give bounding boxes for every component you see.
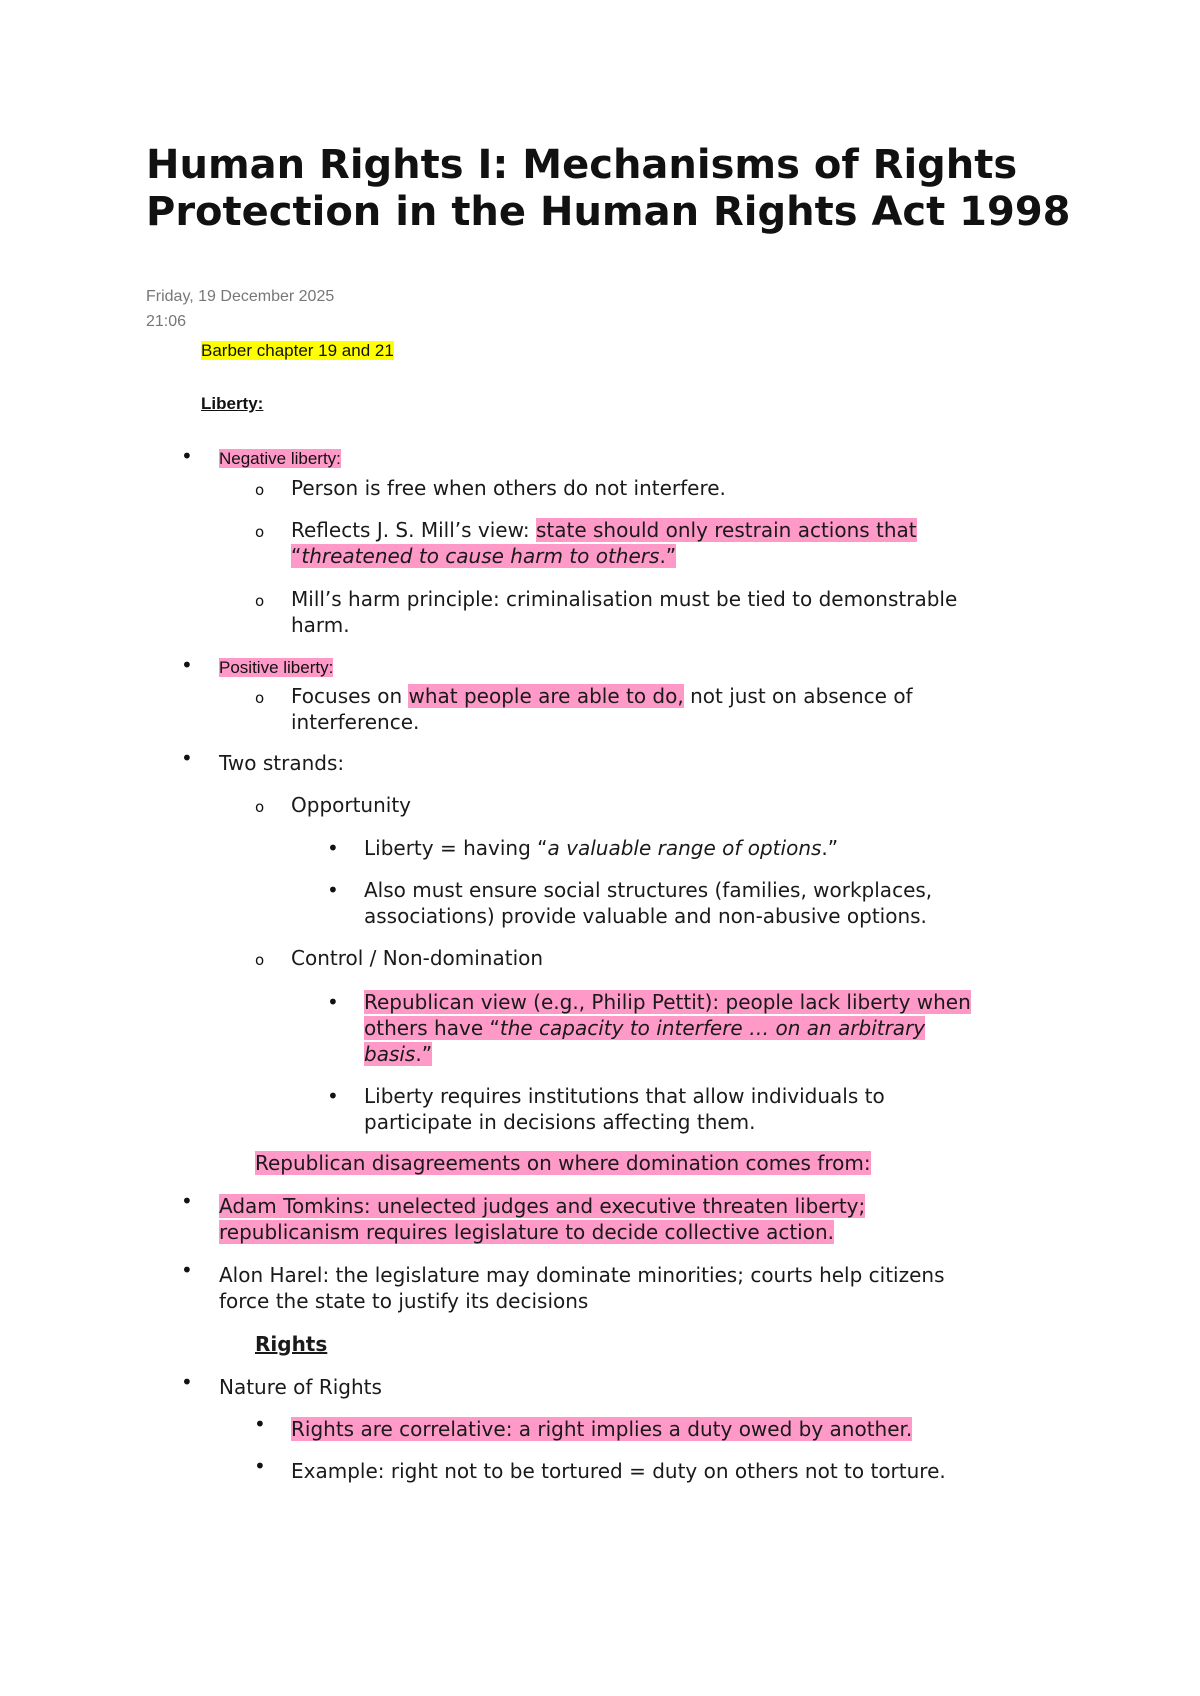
correlative-rights-highlight: Rights are correlative: a right implies a duty owed by another.: [291, 1417, 913, 1441]
reading-highlight: Barber chapter 19 and 21: [201, 341, 394, 360]
circle-bullet-icon: o: [255, 523, 265, 541]
circle-bullet-icon: o: [255, 592, 265, 610]
negative-point-2: [291, 517, 1011, 569]
reading-reference: [201, 341, 394, 361]
positive-text-post: not just on absence of: [683, 684, 913, 708]
harel-point: [219, 1262, 1079, 1314]
opp-quote-italic: a valuable range of options: [547, 836, 822, 860]
control-point-2: [364, 1083, 1064, 1135]
social-structures-line-2: associations) provide valuable and non-abusive options.: [364, 904, 927, 928]
negative-liberty-label: Negative liberty:: [219, 449, 341, 468]
social-structures-line-1: Also must ensure social structures (families, workplaces,: [364, 878, 933, 902]
circle-bullet-icon: o: [255, 689, 265, 707]
positive-highlight: what people are able to do,: [408, 684, 684, 708]
positive-liberty-label: Positive liberty:: [219, 658, 334, 677]
bullet-icon: •: [327, 990, 339, 1014]
circle-bullet-icon: o: [255, 798, 265, 816]
opportunity-point-1: [364, 835, 838, 861]
note-date: Friday, 19 December 2025: [146, 288, 335, 305]
harel-line-2: force the state to justify its decisions: [219, 1289, 589, 1313]
bullet-icon: •: [181, 1370, 193, 1394]
bullet-icon: •: [327, 1084, 339, 1108]
liberty-heading: Liberty:: [201, 394, 264, 413]
rights-point-1: [291, 1416, 912, 1442]
pettit-line-1: Republican view (e.g., Philip Pettit): people lack liberty when: [364, 990, 971, 1014]
bullet-icon: •: [181, 1258, 193, 1282]
tomkins-line-2: republicanism requires legislature to decide collective action.: [219, 1220, 835, 1244]
circle-bullet-icon: o: [255, 481, 265, 499]
positive-text-pre: Focuses on: [291, 684, 409, 708]
bullet-icon: •: [181, 653, 193, 677]
rights-point-2: Example: right not to be tortured = duty on others not to torture.: [291, 1459, 946, 1483]
negative-point-3: [291, 586, 1051, 638]
rights-heading: Rights: [255, 1332, 328, 1356]
negative-point-1: Person is free when others do not interfere.: [291, 476, 726, 500]
pettit-line-3: [364, 1042, 432, 1066]
control-label: Control / Non-domination: [291, 946, 544, 970]
circle-bullet-icon: o: [255, 951, 265, 969]
opportunity-label: Opportunity: [291, 793, 412, 817]
bullet-icon: •: [254, 1454, 266, 1478]
bullet-icon: •: [327, 836, 339, 860]
note-time: 21:06: [146, 313, 187, 330]
pettit-text-pre: others have “: [364, 1016, 500, 1040]
two-strands-label: Two strands:: [219, 751, 345, 775]
mill-view-highlight: state should only restrain actions that: [535, 518, 917, 542]
bullet-icon: •: [181, 444, 193, 468]
bullet-icon: •: [181, 746, 193, 770]
bullet-icon: •: [327, 878, 339, 902]
page-title: Human Rights I: Mechanisms of Rights Protection in the Human Rights Act 1998: [146, 142, 1071, 235]
pettit-quote-end: basis: [364, 1042, 416, 1066]
mill-view-text: Reflects J. S. Mill’s view:: [291, 518, 536, 542]
mill-quote: [291, 544, 676, 568]
positive-line-2: interference.: [291, 710, 420, 734]
control-point-1: [364, 989, 1064, 1067]
pettit-quote-italic: the capacity to interfere … on an arbitrary: [499, 1016, 926, 1040]
opp-text-post: .”: [821, 836, 839, 860]
republican-heading: [255, 1150, 871, 1176]
pettit-line-2: [364, 1016, 925, 1040]
bullet-icon: •: [181, 1189, 193, 1213]
opportunity-point-2: [364, 877, 1064, 929]
republican-heading-text: Republican disagreements on where domination comes from:: [255, 1151, 871, 1175]
negative-liberty-heading: [219, 449, 341, 469]
harel-line-1: Alon Harel: the legislature may dominate minorities; courts help citizens: [219, 1263, 945, 1287]
positive-liberty-heading: [219, 658, 333, 678]
tomkins-line-1: Adam Tomkins: unelected judges and executive threaten liberty;: [219, 1194, 866, 1218]
tomkins-point: [219, 1193, 979, 1245]
quote-close: .”: [659, 544, 677, 568]
harm-principle-line-1: Mill’s harm principle: criminalisation must be tied to demonstrable: [291, 587, 958, 611]
institutions-line-2: participate in decisions affecting them.: [364, 1110, 756, 1134]
pettit-text-post: .”: [415, 1042, 433, 1066]
quote-open: “: [291, 544, 302, 568]
opp-text-pre: Liberty = having “: [364, 836, 548, 860]
bullet-icon: •: [254, 1412, 266, 1436]
nature-of-rights: Nature of Rights: [219, 1375, 382, 1399]
mill-quote-italic: threatened to cause harm to others: [301, 544, 660, 568]
positive-point-1: [291, 683, 1051, 735]
harm-principle-line-2: harm.: [291, 613, 350, 637]
institutions-line-1: Liberty requires institutions that allow individuals to: [364, 1084, 885, 1108]
